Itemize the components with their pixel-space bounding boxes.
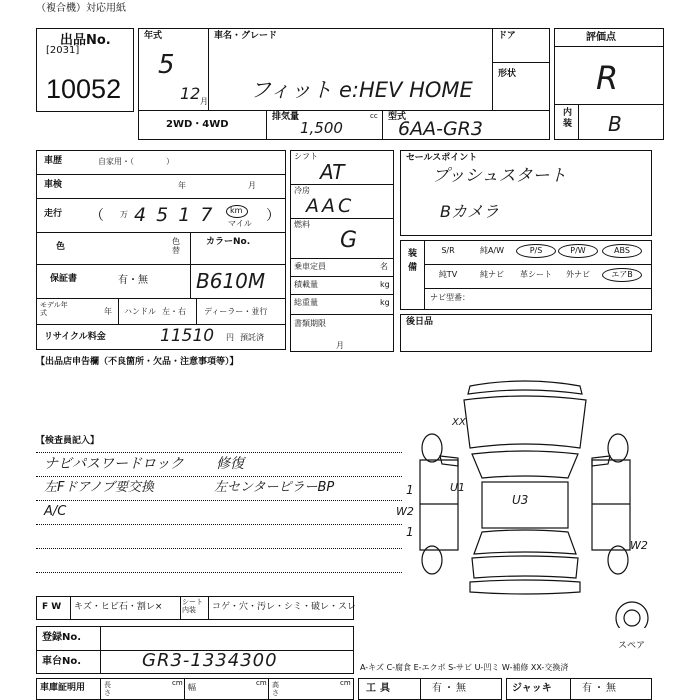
mileage-km: km: [230, 206, 243, 215]
lot-label: 出品No.: [60, 33, 111, 48]
diagram-mark-u1: U1: [450, 481, 466, 494]
month-value: 12: [180, 84, 201, 103]
model-code-value: 6AA-GR3: [398, 118, 483, 140]
capacity-label: 乗車定員: [294, 262, 326, 271]
arrival-label: 後日品: [406, 317, 434, 327]
color-code-value: B610M: [196, 269, 266, 293]
load-label: 積載量: [294, 280, 318, 289]
sales-point-line2: Bカメラ: [440, 202, 499, 221]
sales-point-label: セールスポイント: [406, 153, 478, 163]
diagram-mark-w2-right: W2: [630, 539, 648, 552]
fw-items: キズ・ヒビ石・割レ×: [74, 602, 163, 612]
warranty-label: 保証書: [50, 274, 78, 284]
diagram-mark-w2-left: W2: [396, 505, 414, 518]
inspector-line1: ナビパスワードロック: [44, 456, 184, 472]
recycle-value: 11510: [160, 326, 215, 346]
displacement-unit: cc: [370, 112, 378, 120]
handle-options: 左・右: [162, 307, 186, 316]
equipment-item: 純A/W: [479, 246, 505, 255]
cert-length: 長さ: [104, 681, 111, 697]
cert-height-unit: cm: [340, 679, 351, 687]
fuel-label: 燃料: [294, 220, 310, 229]
recycle-label: リサイクル料金: [44, 332, 106, 342]
diagram-mark-1a: 1: [406, 483, 414, 497]
shift-label: シフト: [294, 152, 318, 161]
chassis-label: 車台No.: [42, 656, 82, 667]
model-year-year: 年: [104, 307, 112, 316]
weight-unit: kg: [380, 298, 390, 307]
warranty-options: 有・無: [118, 275, 148, 286]
inspector-line3: A/C: [44, 504, 67, 519]
mileage-value: 4 5 1 7: [134, 204, 215, 226]
sales-point-line1: プッシュスタート: [432, 166, 567, 186]
doc-deadline-label: 書類期限: [294, 319, 326, 328]
seller-note-label: 【出品店申告欄（不良箇所・欠品・注意事項等）】: [36, 357, 239, 367]
dealer-options: ディーラー・並行: [204, 307, 268, 316]
tools-options: 有・無: [432, 683, 468, 694]
model-label: 車名・グレード: [214, 31, 278, 41]
paint-change-label: 色替: [172, 237, 180, 255]
inspector-line2b: 左センターピラーBP: [214, 480, 335, 495]
equipment-item: エアB: [611, 270, 633, 279]
cert-length-unit: cm: [172, 679, 183, 687]
mileage-close: ）: [266, 208, 280, 224]
registration-label: 登録No.: [42, 632, 82, 643]
cert-width: 幅: [188, 683, 196, 692]
handle-label: ハンドル: [124, 307, 156, 316]
jack-label: ジャッキ: [512, 683, 552, 694]
equipment-item: 革シート: [520, 270, 552, 279]
mileage-mile: マイル: [228, 219, 252, 228]
doc-deadline-month: 月: [336, 341, 344, 350]
vehicle-details-table: [36, 150, 286, 350]
inspection-month: 月: [248, 181, 256, 190]
recycle-unit: 円: [226, 333, 234, 342]
ac-label: 冷房: [294, 186, 310, 195]
shift-value: AT: [320, 160, 345, 184]
load-unit: kg: [380, 280, 390, 289]
shape-label: 形状: [498, 69, 517, 79]
year-label: 年式: [144, 31, 163, 41]
cert-label: 車庫証明用: [40, 683, 86, 693]
top-note: （複合機）対応用紙: [36, 3, 126, 14]
model-year-label: モデル年式: [40, 301, 68, 317]
model-code-label: 型式: [388, 112, 407, 122]
fuel-value: G: [340, 228, 358, 253]
interior-value: B: [608, 112, 622, 136]
inspector-line1b: 修復: [216, 456, 244, 472]
cert-height: 高さ: [272, 681, 279, 697]
color-label: 色: [56, 242, 66, 252]
cert-width-unit: cm: [256, 679, 267, 687]
year-value: 5: [158, 50, 175, 80]
diagram-mark-u3: U3: [512, 493, 529, 507]
equipment-item: 外ナビ: [566, 270, 590, 279]
equipment-label: 装備: [408, 249, 418, 273]
inspection-label: 車検: [44, 180, 63, 190]
equipment-item: P/W: [570, 246, 586, 255]
damage-legend: A-キズ C-腐食 E-エクボ S-サビ U-凹ミ W-補修 XX-交換済: [360, 663, 569, 672]
equipment-item: 純ナビ: [480, 270, 504, 279]
score-label: 評価点: [586, 32, 616, 43]
mileage-man: 万: [120, 210, 128, 219]
doors-label: ドア: [498, 31, 516, 41]
seat-label: シート内装: [182, 598, 203, 614]
mileage-open: （: [90, 208, 104, 224]
equipment-item: ABS: [614, 246, 630, 255]
diagram-mark-xx: XX: [452, 417, 466, 428]
fw-label: F W: [42, 602, 62, 612]
displacement-value: 1,500: [300, 119, 343, 137]
color-code-label: カラーNo.: [206, 237, 251, 247]
history-options: 自家用・（ ）: [98, 157, 174, 166]
arrival-box: [400, 314, 652, 352]
drive-label: 2WD・4WD: [166, 119, 229, 130]
diagram-mark-1b: 1: [406, 525, 414, 539]
ac-value: AAC: [306, 195, 355, 217]
lot-number: 10052: [46, 74, 122, 104]
chassis-value: GR3-1334300: [142, 650, 278, 671]
jack-options: 有・無: [582, 683, 618, 694]
recycle-deposit: 預託済: [240, 333, 264, 342]
inspector-label: 【検査員記入】: [36, 436, 100, 446]
capacity-unit: 名: [380, 262, 388, 271]
month-suffix: 月: [200, 97, 208, 106]
inspection-year: 年: [178, 181, 186, 190]
equipment-item: 純TV: [438, 270, 458, 279]
score-value: R: [596, 59, 619, 97]
interior-label: 内装: [563, 108, 573, 129]
weight-label: 総重量: [294, 298, 318, 307]
equipment-item: S/R: [441, 246, 455, 255]
displacement-label: 排気量: [272, 112, 300, 122]
tools-label: 工具: [366, 683, 394, 694]
mileage-label: 走行: [44, 209, 63, 219]
history-label: 車歴: [44, 156, 63, 166]
lot-code: [2031]: [46, 45, 80, 56]
inspector-line2: 左Fドアノブ要交換: [44, 480, 155, 495]
model-value: フィット e:HEV HOME: [250, 78, 473, 102]
seat-items: コゲ・穴・汚レ・シミ・破レ・スレ: [212, 602, 357, 612]
navi-model-label: ナビ型番：: [430, 293, 470, 302]
spare-label: スペア: [618, 641, 646, 651]
equipment-item: P/S: [529, 246, 543, 255]
